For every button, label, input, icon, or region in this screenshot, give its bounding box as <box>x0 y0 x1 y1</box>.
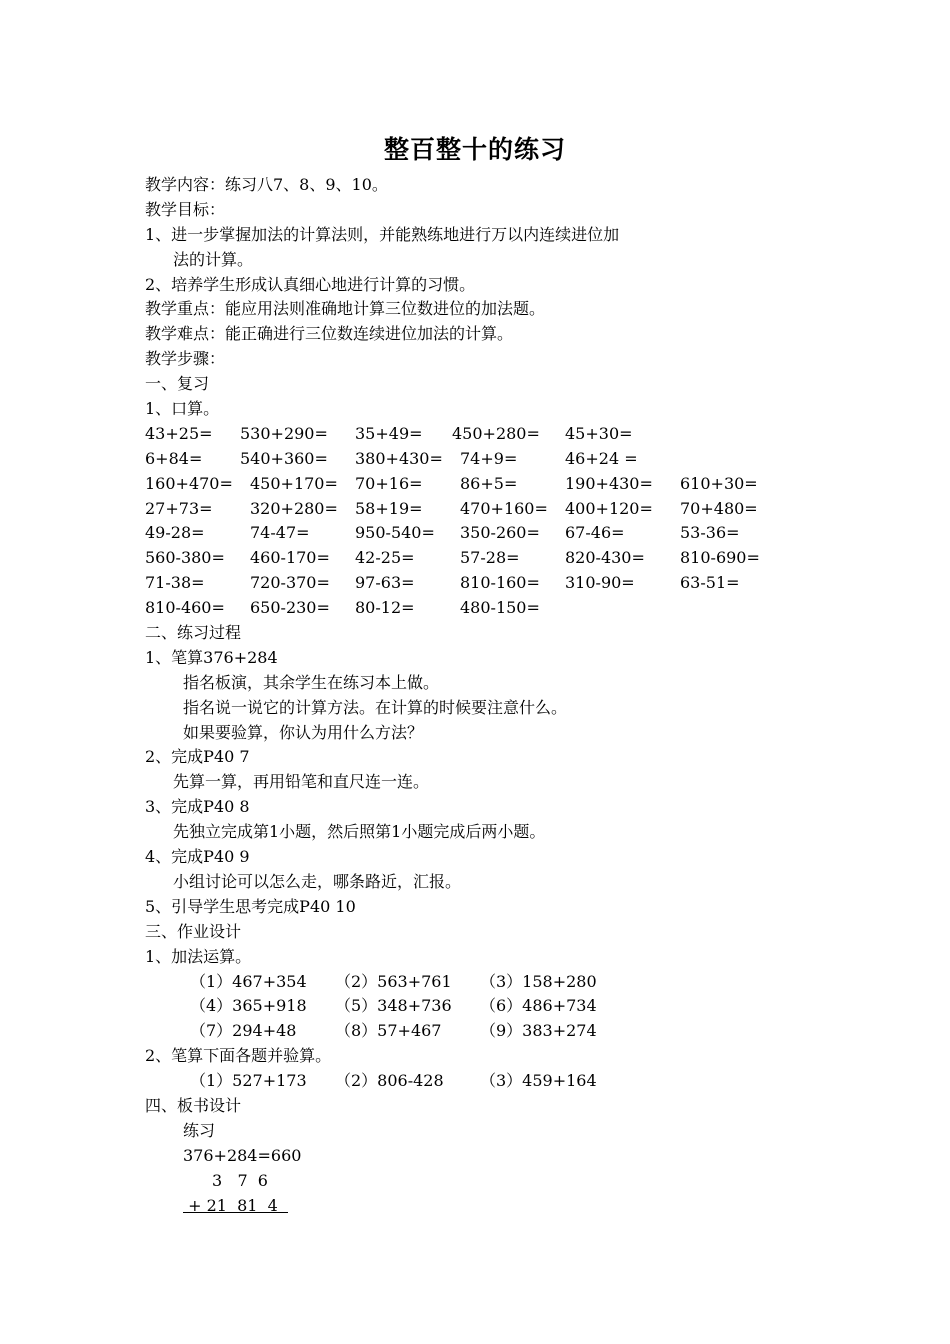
homework-item: （5）348+736 <box>335 996 452 1016</box>
difficult-point: 教学难点：能正确进行三位数连续进位加法的计算。 <box>145 324 514 344</box>
oral-heading: 1、口算。 <box>145 399 220 419</box>
page-title: 整百整十的练习 <box>383 135 566 164</box>
oral-item: 57-28= <box>460 548 520 568</box>
oral-item: 160+470= <box>145 473 233 493</box>
practice-3: 3、完成P40 8 <box>145 797 250 817</box>
oral-item: 810-160= <box>460 573 540 593</box>
oral-item: 540+360= <box>240 448 328 468</box>
goal-2: 2、培养学生形成认真细心地进行计算的习惯。 <box>145 274 476 294</box>
oral-item: 97-63= <box>355 573 415 593</box>
oral-row <box>145 472 865 497</box>
homework-1: 1、加法运算。 <box>145 946 252 966</box>
goals-heading: 教学目标： <box>145 199 226 219</box>
oral-item: 74-47= <box>250 523 310 543</box>
homework-item: （3）158+280 <box>480 971 597 991</box>
oral-item: 63-51= <box>680 573 740 593</box>
oral-item: 71-38= <box>145 573 205 593</box>
oral-item: 460-170= <box>250 548 330 568</box>
practice-5: 5、引导学生思考完成P40 10 <box>145 896 356 916</box>
oral-row <box>145 422 865 447</box>
oral-item: 42-25= <box>355 548 415 568</box>
practice-1: 1、笔算376+284 <box>145 647 278 667</box>
oral-item: 480-150= <box>460 598 540 618</box>
homework-row <box>145 1069 865 1094</box>
section-review: 一、复习 <box>145 374 210 394</box>
teaching-content: 教学内容：练习八7、8、9、10。 <box>145 175 388 194</box>
oral-row <box>145 596 865 621</box>
oral-item: 46+24 = <box>565 448 638 468</box>
oral-item: 720-370= <box>250 573 330 593</box>
oral-item: 310-90= <box>565 573 635 593</box>
goal-1-continued: 法的计算。 <box>173 249 254 269</box>
oral-item: 950-540= <box>355 523 435 543</box>
homework-2: 2、笔算下面各题并验算。 <box>145 1046 332 1066</box>
oral-item: 820-430= <box>565 548 645 568</box>
oral-item: 70+480= <box>680 498 758 518</box>
section-practice: 二、练习过程 <box>145 623 242 643</box>
oral-item: 53-36= <box>680 523 740 543</box>
oral-row <box>145 497 865 522</box>
homework-item: （6）486+734 <box>480 996 597 1016</box>
practice-1-step: 指名说一说它的计算方法。在计算的时候要注意什么。 <box>183 697 568 717</box>
oral-row <box>145 447 865 472</box>
board-title: 练习 <box>183 1120 216 1140</box>
oral-item <box>565 596 680 621</box>
board-equation: 376+284=660 <box>183 1145 302 1165</box>
oral-item: 650-230= <box>250 598 330 618</box>
oral-item: 80-12= <box>355 598 415 618</box>
oral-row <box>145 546 865 571</box>
practice-3-step: 先独立完成第1小题，然后照第1小题完成后两小题。 <box>173 822 546 842</box>
homework-item: （7）294+48 <box>190 1021 297 1041</box>
oral-item: 400+120= <box>565 498 653 518</box>
homework-item: （1）527+173 <box>190 1071 307 1091</box>
oral-item: 380+430= <box>355 448 443 468</box>
board-vertical-bottom: + 21 81 4 <box>183 1195 288 1215</box>
homework-item: （2）563+761 <box>335 971 452 991</box>
practice-4-step: 小组讨论可以怎么走，哪条路近，汇报。 <box>173 871 462 891</box>
oral-item: 6+84= <box>145 448 203 468</box>
oral-row <box>145 571 865 596</box>
homework-item: （8）57+467 <box>335 1021 442 1041</box>
practice-2: 2、完成P40 7 <box>145 747 250 767</box>
steps-heading: 教学步骤： <box>145 349 226 369</box>
practice-2-step: 先算一算，再用铅笔和直尺连一连。 <box>173 772 430 792</box>
oral-item: 560-380= <box>145 548 225 568</box>
homework-row <box>145 970 865 995</box>
oral-item: 470+160= <box>460 498 548 518</box>
section-board: 四、板书设计 <box>145 1095 242 1115</box>
oral-item: 43+25= <box>145 423 213 443</box>
oral-item: 530+290= <box>240 423 328 443</box>
homework-item: （1）467+354 <box>190 971 307 991</box>
oral-item: 35+49= <box>355 423 423 443</box>
homework-row <box>145 1019 865 1044</box>
oral-item: 86+5= <box>460 473 518 493</box>
oral-item: 49-28= <box>145 523 205 543</box>
oral-item: 45+30= <box>565 423 633 443</box>
oral-item: 610+30= <box>680 473 758 493</box>
key-point: 教学重点：能应用法则准确地计算三位数进位的加法题。 <box>145 299 546 319</box>
homework-item: （4）365+918 <box>190 996 307 1016</box>
board-vertical-top: 3 7 6 <box>212 1170 268 1190</box>
homework-item: （2）806-428 <box>335 1071 444 1091</box>
oral-item: 810-690= <box>680 548 760 568</box>
oral-item: 350-260= <box>460 523 540 543</box>
oral-item: 67-46= <box>565 523 625 543</box>
oral-item: 450+170= <box>250 473 338 493</box>
section-homework: 三、作业设计 <box>145 921 242 941</box>
oral-item: 58+19= <box>355 498 423 518</box>
oral-grid <box>145 422 865 621</box>
oral-item: 810-460= <box>145 598 225 618</box>
practice-4: 4、完成P40 9 <box>145 847 250 867</box>
oral-item: 450+280= <box>452 423 540 443</box>
practice-1-step: 指名板演，其余学生在练习本上做。 <box>183 672 440 692</box>
oral-item: 70+16= <box>355 473 423 493</box>
oral-item: 27+73= <box>145 498 213 518</box>
homework-item: （3）459+164 <box>480 1071 597 1091</box>
oral-row <box>145 521 865 546</box>
homework-item: （9）383+274 <box>480 1021 597 1041</box>
practice-1-step: 如果要验算，你认为用什么方法？ <box>183 722 424 742</box>
document-body <box>145 173 865 1218</box>
oral-item: 190+430= <box>565 473 653 493</box>
oral-item: 74+9= <box>460 448 518 468</box>
oral-item: 320+280= <box>250 498 338 518</box>
homework-row <box>145 994 865 1019</box>
goal-1: 1、进一步掌握加法的计算法则，并能熟练地进行万以内连续进位加 <box>145 224 620 244</box>
